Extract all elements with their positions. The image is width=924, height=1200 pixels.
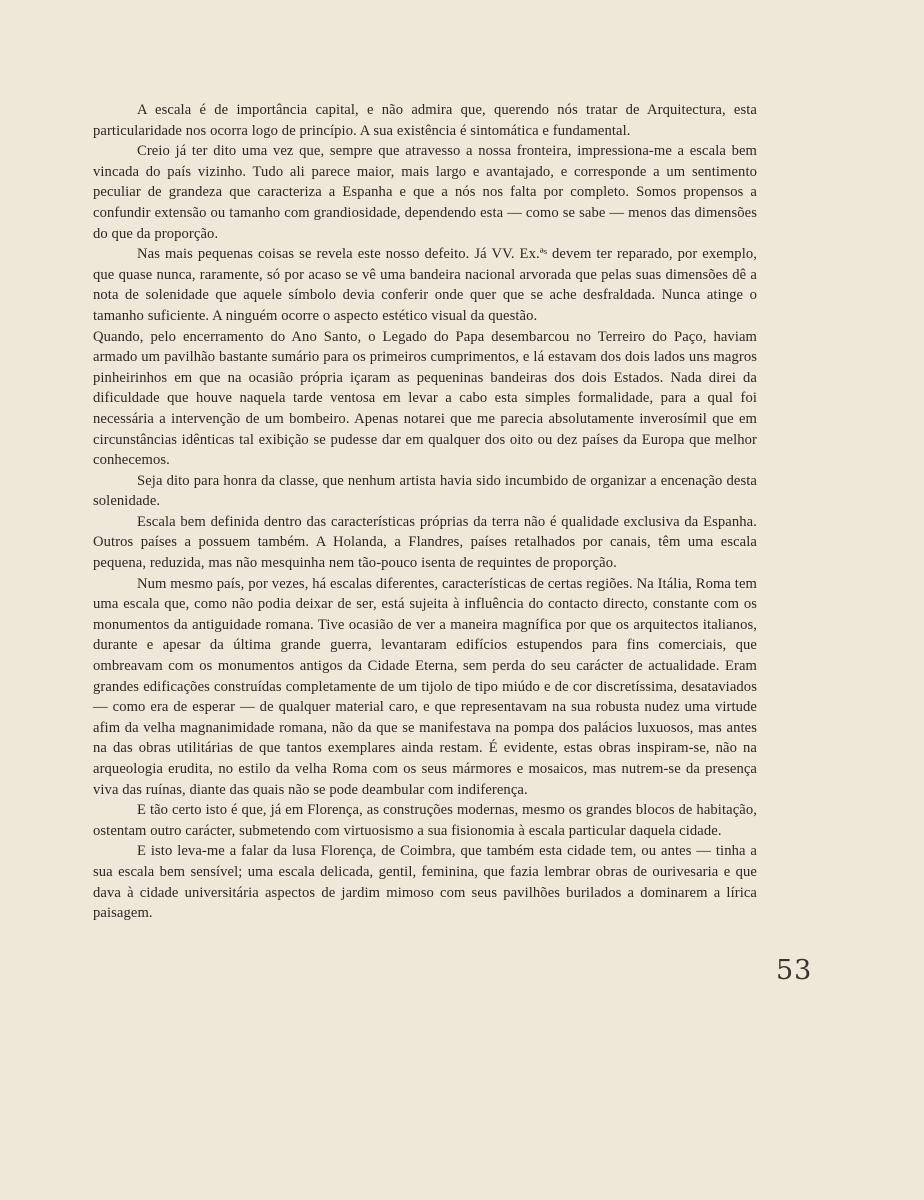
body-text <box>93 100 757 924</box>
paragraph-9: E isto leva-me a falar da lusa Florença, de Coimbra, que também esta cidade tem, ou antes — tinha a sua escala bem sensível; uma escala delicada, gentil, feminina, que fazia lembrar obras de ourivesaria e que dava à cidade universitária aspectos de jardim mimoso com seus pavilhões burilados a dominarem a lírica paisagem. <box>93 843 757 922</box>
paragraph-3: Nas mais pequenas coisas se revela este nosso defeito. Já VV. Ex.ªˢ devem ter reparado, por exemplo, que quase nunca, raramente, só por acaso se vê uma bandeira nacional arvorada que pelas suas dimensões dê a nota de solenidade que aquele símbolo devia conferir onde quer que se ache desfraldada. Nunca atinge o tamanho suficiente. A ninguém ocorre o aspecto estético visual da questão. <box>93 246 757 324</box>
paragraph-6: Escala bem definida dentro das características próprias da terra não é qualidade exclusiva da Espanha. Outros países a possuem também. A Holanda, a Flandres, países retalhados por canais, têm uma escala pequena, reduzida, mas não mesquinha nem tão-pouco isenta de requintes de proporção. <box>93 513 757 572</box>
paragraph-4: Quando, pelo encerramento do Ano Santo, o Legado do Papa desembarcou no Terreiro do Paço, haviam armado um pavilhão bastante sumário para os primeiros cumprimentos, e lá estavam dos dois lados uns magros pinheirinhos em que na ocasião própria içaram as pequeninas bandeiras dos dois Estados. Nada direi da dificuldade que houve naquela tarde ventosa em levar a cabo esta simples formalidade, para a qual foi necessária a intervenção de um bombeiro. Apenas notarei que me parecia absolutamente inverosímil que em circunstâncias idênticas tal exibição se pudesse dar em qualquer dos oito ou dez países da Europa que melhor conhecemos. <box>93 328 757 469</box>
page-number: 53 <box>776 955 813 986</box>
paragraph-5: Seja dito para honra da classe, que nenhum artista havia sido incumbido de organizar a encenação desta solenidade. <box>93 472 757 510</box>
paragraph-1: A escala é de importância capital, e não admira que, querendo nós tratar de Arquitectura, esta particularidade nos ocorra logo de princípio. A sua existência é sintomática e fundamental. <box>93 102 757 139</box>
paragraph-7: Num mesmo país, por vezes, há escalas diferentes, características de certas regiões. Na Itália, Roma tem uma escala que, como não podia deixar de ser, está sujeita à influência do contacto directo, constante com os monumentos da antiguidade romana. Tive ocasião de ver a maneira magnífica por que os arquitectos italianos, durante e apesar da última grande guerra, levantaram edifícios estupendos para fins comerciais, que ombreavam com os monumentos antigos da Cidade Eterna, sem perda do seu carácter de actualidade. Eram grandes edificações construídas completamente de um tijolo de tipo miúdo e de cor discretíssima, desataviados — como era de esperar — de qualquer material caro, e que representavam na sua robusta nudez uma virtude afim da velha magnanimidade romana, não da que se manifestava na pompa dos palácios luxuosos, mas antes na das obras utilitárias de que tantos exemplares ainda restam. É evidente, estas obras inspiram-se, não na arqueologia erudita, no estilo da velha Roma com os seus mármores e mosaicos, mas nutrem-se da presença viva das ruínas, diante das quais não se pode deambular com indiferença. <box>93 575 757 798</box>
paragraph-2: Creio já ter dito uma vez que, sempre que atravesso a nossa fronteira, impressiona-me a escala bem vincada do país vizinho. Tudo ali parece maior, mais largo e avantajado, e corresponde a um sentimento peculiar de grandeza que caracteriza a Espanha e que a nós nos falta por completo. Somos propensos a confundir extensão ou tamanho com grandiosidade, dependendo esta — como se sabe — menos das dimensões do que da proporção. <box>93 143 757 242</box>
paragraph-8: E tão certo isto é que, já em Florença, as construções modernas, mesmo os grandes blocos de habitação, ostentam outro carácter, submetendo com virtuosismo a sua fisionomia à escala particular daquela cidade. <box>93 802 757 839</box>
